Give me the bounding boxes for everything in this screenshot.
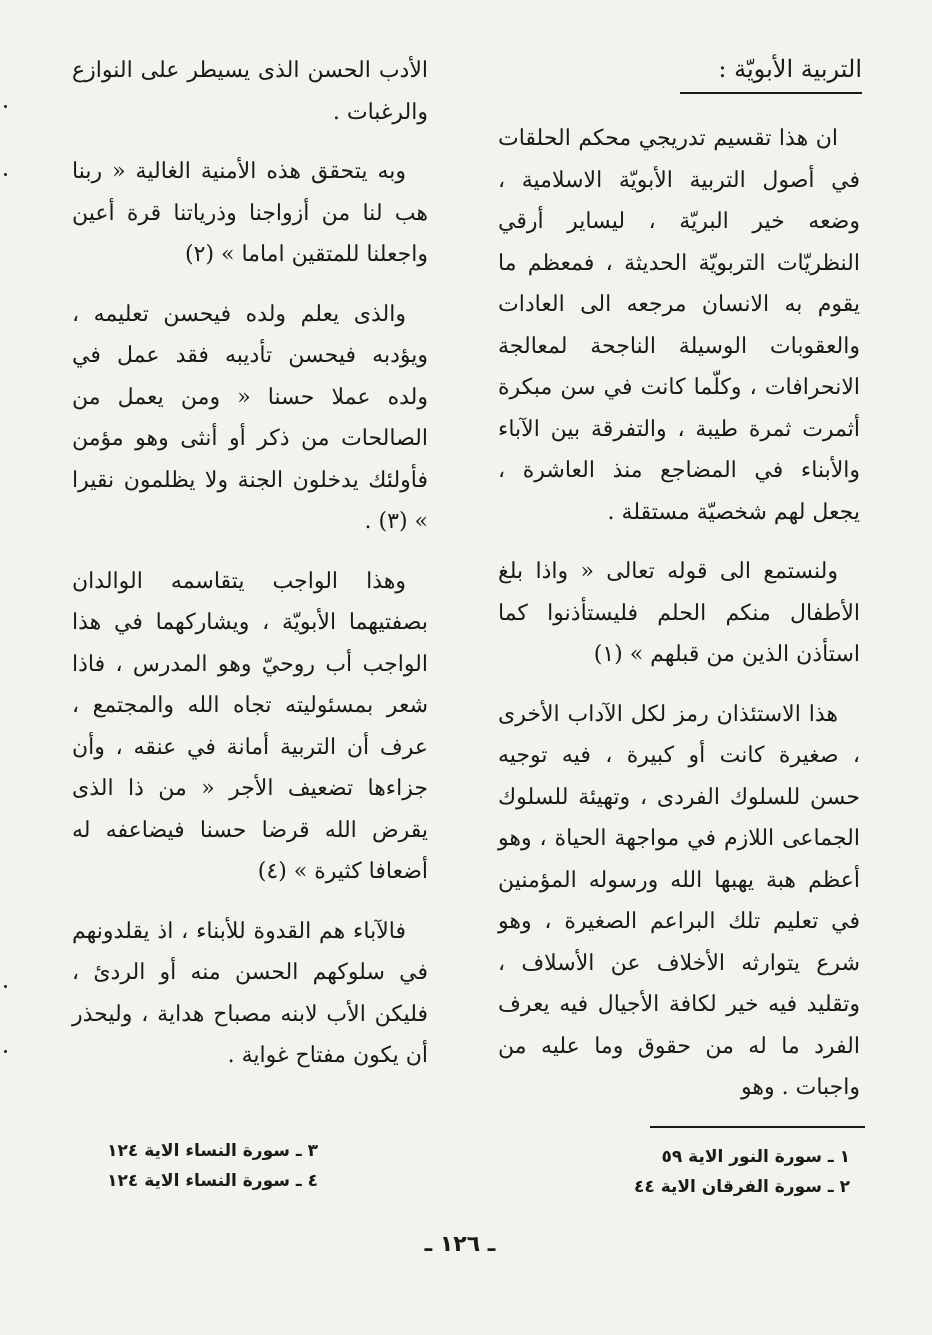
paragraph: ان هذا تقسيم تدريجي محكم الحلقات في أصول التربية الأبويّة الاسلامية ، وضعه خير البريّة ، ليساير أرقي النظريّات التربويّة الحديثة ، فمعظم ما يقوم به الانسان مرجعه الى العادات والعقوبات الوسيلة الناجحة لمعالجة الانحرافات ، وكلّما كانت في سن مبكرة أثمرت ثمرة طيبة ، والتفرقة بين الآباء والأبناء في المضاجع منذ العاشرة ، يجعل لهم شخصيّة مستقلة . <box>498 126 860 525</box>
paragraph-continuation: الأدب الحسن الذى يسيطر على النوازع والرغبات . <box>72 58 428 125</box>
footnote: ١ ـ سورة النور الاية ٥٩ <box>661 1147 850 1167</box>
right-column <box>498 118 860 1127</box>
footnote-divider <box>650 1126 865 1128</box>
paragraph: ولنستمع الى قوله تعالى « واذا بلغ الأطفال منكم الحلم فليستأذنوا كما استأذن الذين من قبلهم » (١) <box>498 559 860 667</box>
left-column <box>72 50 428 1095</box>
page-number: ـ ١٢٦ ـ <box>424 1232 496 1257</box>
paragraph: وهذا الواجب يتقاسمه الوالدان بصفتيهما الأبويّة ، ويشاركهما في هذا الواجب أب روحيّ وهو المدرس ، فاذا شعر بمسئوليته تجاه الله والمجتمع ، عرف أن التربية أمانة في عنقه ، وأن جزاءها تضعيف الأجر « من ذا الذى يقرض الله قرضا حسنا فيضاعفه له أضعافا كثيرة » (٤) <box>72 568 428 884</box>
footnote: ٢ ـ سورة الفرقان الاية ٤٤ <box>634 1177 850 1197</box>
scan-speck <box>4 1050 7 1053</box>
footnotes-right <box>560 1142 850 1202</box>
section-title: التربية الأبويّة : <box>680 52 862 94</box>
paragraph: والذى يعلم ولده فيحسن تعليمه ، ويؤدبه فيحسن تأديبه فقد عمل في ولده عملا حسنا « ومن يعمل من الصالحات من ذكر أو أنثى وهو مؤمن فأولئك يدخلون الجنة ولا يظلمون نقيرا » (٣) . <box>72 301 428 534</box>
paragraph: وبه يتحقق هذه الأمنية الغالية « ربنا هب لنا من أزواجنا وذرياتنا قرة أعين واجعلنا للمتقين اماما » (٢) <box>72 159 428 267</box>
footnotes-left <box>60 1136 318 1196</box>
scan-speck <box>4 173 7 176</box>
paragraph: فالآباء هم القدوة للأبناء ، اذ يقلدونهم في سلوكهم الحسن منه أو الردئ ، فليكن الأب لابنه مصباح هداية ، وليحذر أن يكون مفتاح غواية . <box>72 918 428 1068</box>
footnote: ٤ ـ سورة النساء الاية ١٢٤ <box>107 1171 318 1191</box>
scan-speck <box>4 105 7 108</box>
scan-speck <box>4 985 7 988</box>
paragraph: هذا الاستئذان رمز لكل الآداب الأخرى ، صغيرة كانت أو كبيرة ، فيه توجيه حسن للسلوك الفردى ، وتهيئة للسلوك الجماعى اللازم في مواجهة الحياة ، وهو أعظم هبة يهبها الله ورسوله المؤمنين في تعليم تلك البراعم الصغيرة ، وهو شرع يتوارثه الأخلاف عن الأسلاف ، وتقليد فيه خير لكافة الأجيال فيه يعرف الفرد ما له من حقوق وما عليه من واجبات . وهو <box>498 701 860 1100</box>
footnote: ٣ ـ سورة النساء الاية ١٢٤ <box>107 1141 318 1161</box>
